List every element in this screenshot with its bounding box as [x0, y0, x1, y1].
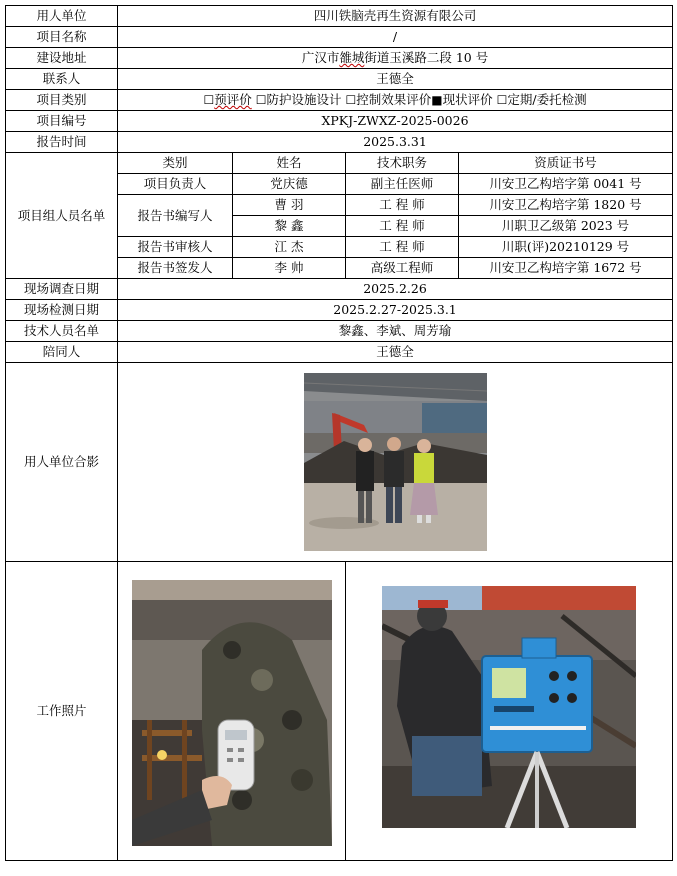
- team-header-cert: 资质证书号: [459, 153, 673, 174]
- contact-value: 王德全: [118, 69, 673, 90]
- team-name: 党庆德: [233, 174, 346, 195]
- work-photo-right: [382, 586, 636, 828]
- team-name: 曹 羽: [233, 195, 346, 216]
- group-photo: [304, 373, 487, 551]
- team-header-category: 类别: [118, 153, 233, 174]
- team-name: 李 帅: [233, 258, 346, 279]
- team-title: 高级工程师: [346, 258, 459, 279]
- report-time-label: 报告时间: [6, 132, 118, 153]
- team-label: 项目组人员名单: [6, 153, 118, 279]
- team-title: 工 程 师: [346, 237, 459, 258]
- work-photo-left: [132, 580, 332, 846]
- team-title: 工 程 师: [346, 195, 459, 216]
- team-cert: 川安卫乙构培字第 1820 号: [459, 195, 673, 216]
- checkbox-control-effect: ☐: [345, 92, 357, 107]
- team-role: 报告书签发人: [118, 258, 233, 279]
- report-time-value: 2025.3.31: [118, 132, 673, 153]
- address-value: 广汉市雒城街道玉溪路二段 10 号: [118, 48, 673, 69]
- team-title: 工 程 师: [346, 216, 459, 237]
- team-header-title: 技术职务: [346, 153, 459, 174]
- employer-value: 四川铁脑壳再生资源有限公司: [118, 6, 673, 27]
- work-photo-label: 工作照片: [6, 562, 118, 861]
- team-header-name: 姓名: [233, 153, 346, 174]
- team-title: 副主任医师: [346, 174, 459, 195]
- project-name-label: 项目名称: [6, 27, 118, 48]
- group-photo-label: 用人单位合影: [6, 363, 118, 562]
- address-label: 建设地址: [6, 48, 118, 69]
- team-cert: 川职(评)20210129 号: [459, 237, 673, 258]
- checkbox-protection-design: ☐: [255, 92, 267, 107]
- work-photo-cell-left: [118, 562, 346, 861]
- team-name: 黎 鑫: [233, 216, 346, 237]
- test-date-value: 2025.2.27-2025.3.1: [118, 300, 673, 321]
- team-cert: 川职卫乙级第 2023 号: [459, 216, 673, 237]
- survey-date-label: 现场调查日期: [6, 279, 118, 300]
- category-options: ☐预评价 ☐防护设施设计 ☐控制效果评价■现状评价 ☐定期/委托检测: [118, 90, 673, 111]
- tech-staff-value: 黎鑫、李斌、周芳瑜: [118, 321, 673, 342]
- work-photo-cell-right: [346, 562, 673, 861]
- checkbox-status-assessment: ■: [431, 92, 443, 107]
- team-role: 报告书审核人: [118, 237, 233, 258]
- team-role: 项目负责人: [118, 174, 233, 195]
- checkbox-periodic-test: ☐: [496, 92, 508, 107]
- employer-label: 用人单位: [6, 6, 118, 27]
- project-name-value: /: [118, 27, 673, 48]
- companion-label: 陪同人: [6, 342, 118, 363]
- project-no-value: XPKJ-ZWXZ-2025-0026: [118, 111, 673, 132]
- report-info-table: [5, 5, 673, 861]
- team-name: 江 杰: [233, 237, 346, 258]
- category-label: 项目类别: [6, 90, 118, 111]
- team-role: 报告书编写人: [118, 195, 233, 237]
- group-photo-cell: [118, 363, 673, 562]
- project-no-label: 项目编号: [6, 111, 118, 132]
- contact-label: 联系人: [6, 69, 118, 90]
- team-cert: 川安卫乙构培字第 1672 号: [459, 258, 673, 279]
- tech-staff-label: 技术人员名单: [6, 321, 118, 342]
- test-date-label: 现场检测日期: [6, 300, 118, 321]
- team-cert: 川安卫乙构培字第 0041 号: [459, 174, 673, 195]
- checkbox-preassessment: ☐: [203, 92, 215, 107]
- survey-date-value: 2025.2.26: [118, 279, 673, 300]
- companion-value: 王德全: [118, 342, 673, 363]
